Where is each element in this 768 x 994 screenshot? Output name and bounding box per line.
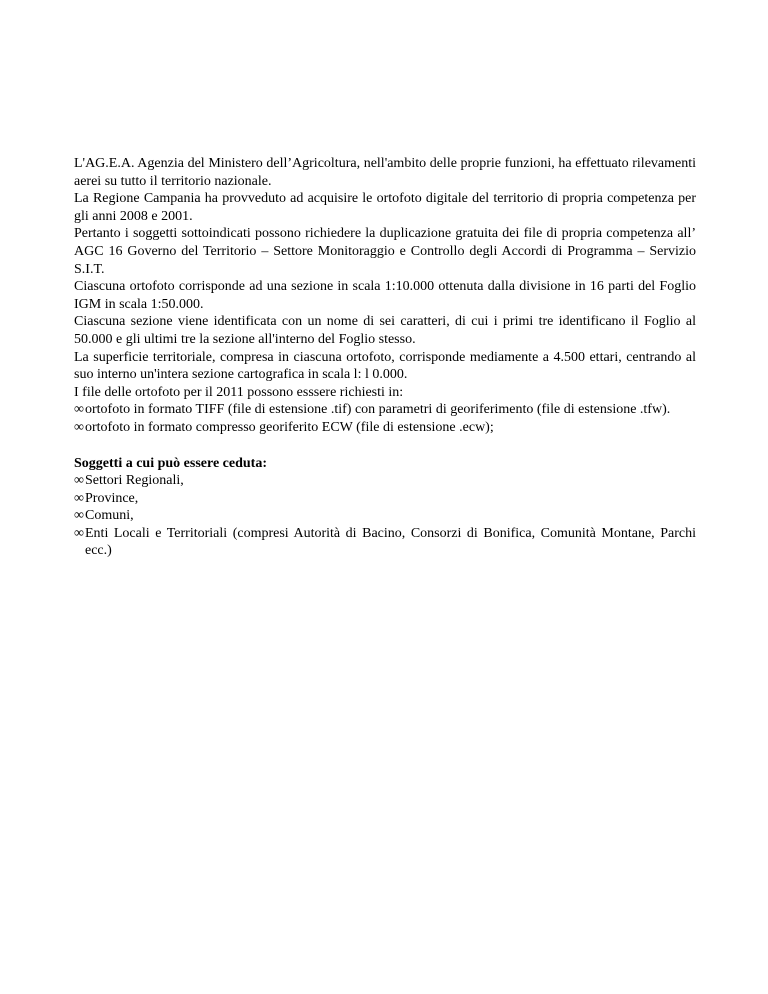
list-item xyxy=(74,507,696,525)
paragraph-superficie: La superficie territoriale, compresa in ciascuna ortofoto, corrisponde mediamente a 4.500 ettari, centrando al suo interno un'intera sezione cartografica in scala l: l 0.000. xyxy=(74,349,696,383)
paragraph-file-richiesti: I file delle ortofoto per il 2011 possono esssere richiesti in: xyxy=(74,384,404,400)
infinity-bullet-icon: ∞ xyxy=(74,508,84,524)
infinity-bullet-icon: ∞ xyxy=(74,473,84,489)
infinity-bullet-icon: ∞ xyxy=(74,419,84,435)
list-item-text: Province, xyxy=(85,490,139,506)
format-list xyxy=(74,401,696,436)
recipients-list xyxy=(74,472,696,560)
infinity-bullet-icon: ∞ xyxy=(74,402,84,418)
paragraph-sezione-scala: Ciascuna ortofoto corrisponde ad una sezione in scala 1:10.000 ottenuta dalla divisione in 16 parti del Foglio IGM in scala 1:50.000. xyxy=(74,279,696,312)
paragraph-regione-campania: La Regione Campania ha provveduto ad acquisire le ortofoto digitale del territorio di propria competenza per gli anni 2008 e 2001. xyxy=(74,191,696,224)
list-item xyxy=(74,525,696,560)
list-item xyxy=(74,419,696,437)
document-body xyxy=(74,155,696,560)
list-item-text: ortofoto in formato compresso georiferito ECW (file di estensione .ecw); xyxy=(85,419,494,435)
paragraph-nome-caratteri: Ciascuna sezione viene identificata con un nome di sei caratteri, di cui i primi tre identificano il Foglio al 50.000 e gli ultimi tre la sezione all'interno del Foglio stesso. xyxy=(74,314,696,347)
paragraph-agea-intro: L'AG.E.A. Agenzia del Ministero dell’Agricoltura, nell'ambito delle proprie funzioni, ha effettuato rilevamenti aerei su tutto il territorio nazionale. xyxy=(74,156,696,189)
recipients-heading: Soggetti a cui può essere ceduta: xyxy=(74,455,267,471)
infinity-bullet-icon: ∞ xyxy=(74,525,84,541)
list-item xyxy=(74,401,696,419)
infinity-bullet-icon: ∞ xyxy=(74,490,84,506)
list-item-text: Settori Regionali, xyxy=(85,473,184,489)
paragraph-duplicazione: Pertanto i soggetti sottoindicati possono richiedere la duplicazione gratuita dei file di propria competenza all’ AGC 16 Governo del Territorio – Settore Monitoraggio e Controllo degli Accordi di Programma – Servizio S.I.T. xyxy=(74,226,696,277)
list-item-text: Enti Locali e Territoriali (compresi Autorità di Bacino, Consorzi di Bonifica, Comunità Montane, Parchi ecc.) xyxy=(85,525,696,559)
list-item xyxy=(74,472,696,490)
list-item xyxy=(74,490,696,508)
list-item-text: ortofoto in formato TIFF (file di estensione .tif) con parametri di georiferimento (file di estensione .tfw). xyxy=(85,402,671,418)
list-item-text: Comuni, xyxy=(85,508,134,524)
